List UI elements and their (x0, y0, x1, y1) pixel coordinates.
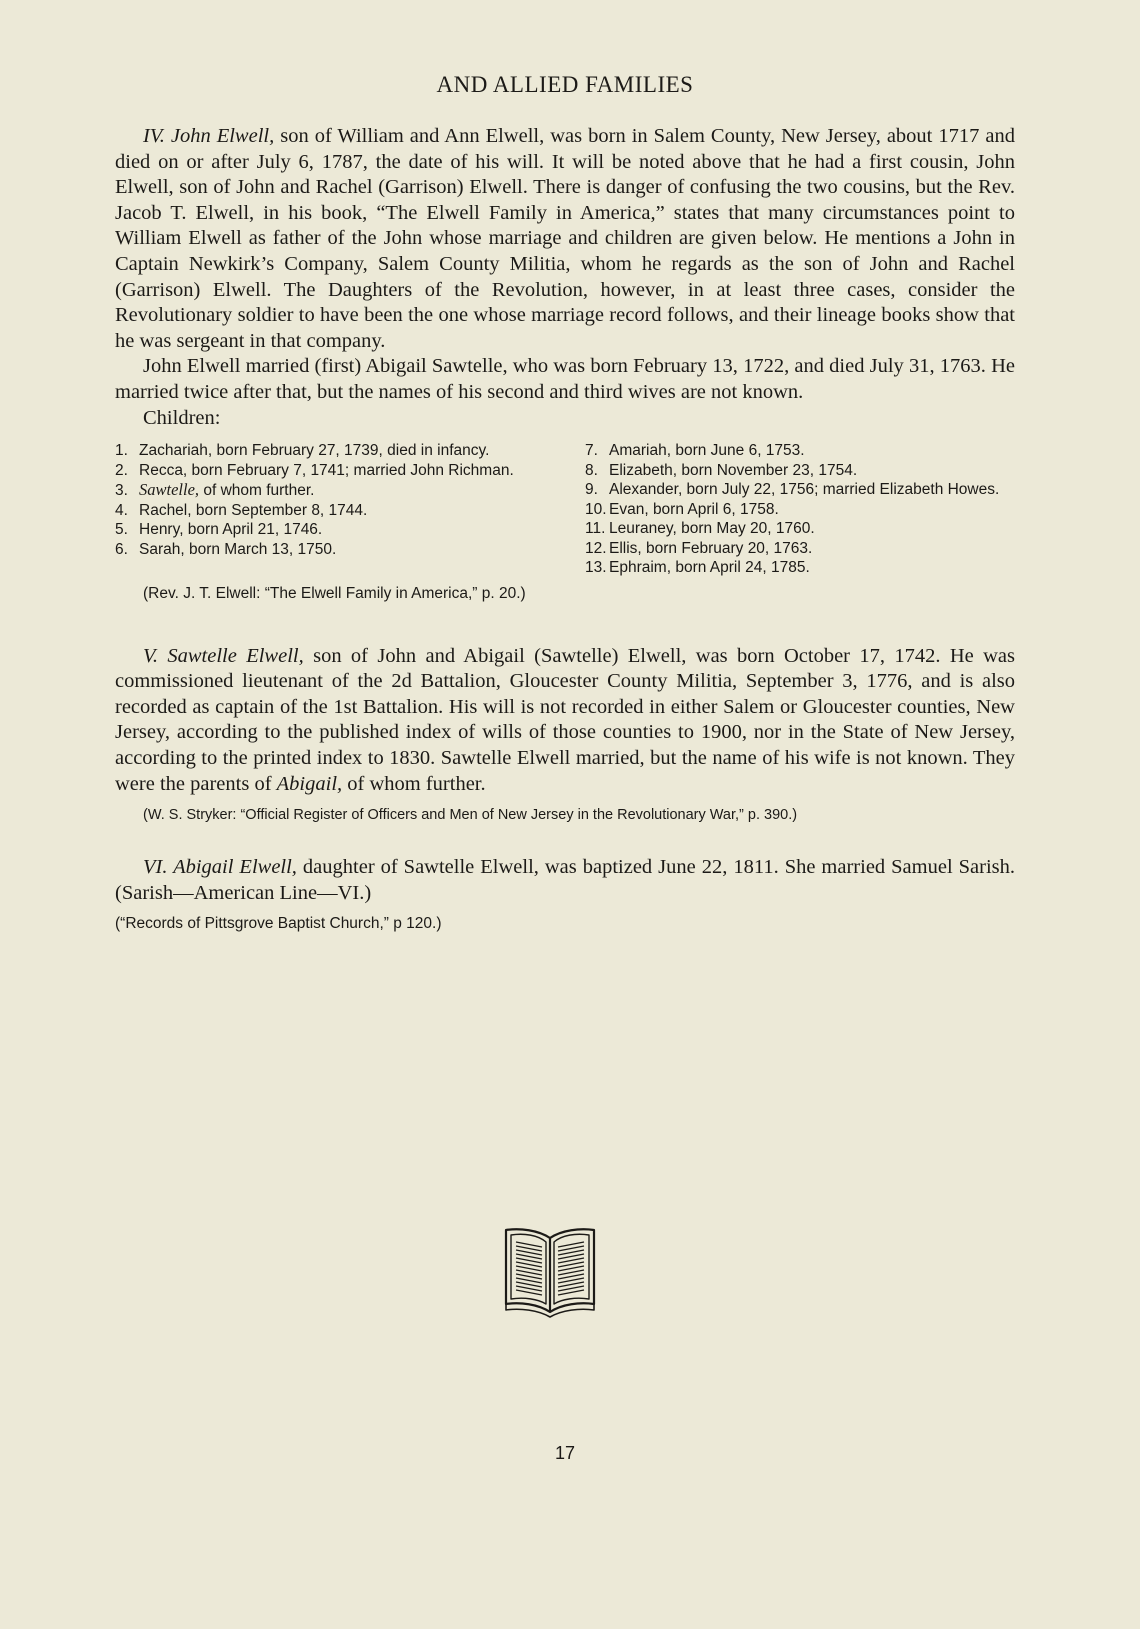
section-v-italic-name: Abigail, (276, 772, 343, 795)
list-item (115, 520, 545, 540)
list-item-text: Evan, born April 6, 1758. (609, 500, 779, 518)
section-v-citation: (W. S. Stryker: “Official Register of Officers and Men of New Jersey in the Revolutionary War,” p. 390.) (143, 807, 798, 824)
list-item-number: 4. (115, 501, 128, 519)
section-v-lead: V. Sawtelle Elwell, (143, 644, 304, 667)
list-item (115, 501, 545, 521)
list-item-text: Elizabeth, born November 23, 1754. (609, 461, 858, 479)
list-item (585, 558, 1015, 578)
section-iv-paragraph (115, 124, 1015, 354)
list-item (585, 461, 1015, 481)
list-item-number: 8. (585, 461, 598, 479)
list-item (115, 540, 545, 560)
document-page (115, 0, 1015, 1629)
list-item-text: of whom further. (199, 482, 315, 500)
list-item-number: 9. (585, 481, 598, 499)
list-item-text: Amariah, born June 6, 1753. (609, 442, 805, 460)
list-item (585, 519, 1015, 539)
list-item-text: Sarah, born March 13, 1750. (139, 540, 337, 558)
children-column-right (585, 441, 1015, 578)
list-item-text: Leuraney, born May 20, 1760. (609, 520, 815, 538)
section-v-paragraph (115, 644, 1015, 798)
list-item (115, 441, 545, 461)
section-v-text-end: of whom further. (342, 772, 486, 795)
list-item (585, 480, 1015, 500)
list-item (115, 480, 545, 501)
list-item-number: 6. (115, 540, 128, 558)
list-item-number: 10. (585, 500, 607, 518)
list-item-text: Ellis, born February 20, 1763. (609, 539, 813, 557)
section-vi-citation: (“Records of Pittsgrove Baptist Church,” p 120.) (115, 915, 442, 933)
list-item-italic-name: Sawtelle, (139, 480, 200, 500)
list-item-number: 1. (115, 442, 128, 460)
list-item (585, 539, 1015, 559)
list-item-number: 13. (585, 559, 607, 577)
list-item-number: 12. (585, 539, 607, 557)
section-iv-citation: (Rev. J. T. Elwell: “The Elwell Family in America,” p. 20.) (143, 584, 526, 602)
marriage-paragraph: John Elwell married (first) Abigail Sawtelle, who was born February 13, 1722, and died July 31, 1763. He married twice after that, but the names of his second and third wives are not known. (115, 355, 1015, 403)
running-title: AND ALLIED FAMILIES (436, 72, 694, 97)
list-item-text: Alexander, born July 22, 1756; married Elizabeth Howes. (609, 481, 1000, 499)
list-item-number: 11. (585, 520, 606, 538)
section-iv-lead: IV. John Elwell, (143, 125, 275, 147)
children-label: Children: (143, 406, 221, 429)
list-item-number: 5. (115, 521, 128, 539)
page-number: 17 (554, 1443, 576, 1463)
children-list (115, 441, 1015, 578)
list-item (585, 441, 1015, 461)
list-item-number: 2. (115, 461, 128, 479)
list-item (585, 500, 1015, 520)
children-column-left (115, 441, 545, 578)
open-book-icon (500, 1218, 600, 1318)
list-item-number: 7. (585, 442, 598, 460)
list-item-text: Recca, born February 7, 1741; married John Richman. (139, 461, 514, 479)
list-item-text: Henry, born April 21, 1746. (139, 521, 323, 539)
list-item (115, 461, 545, 481)
list-item-text: Rachel, born September 8, 1744. (139, 501, 368, 519)
section-vi-text: daughter of Sawtelle Elwell, was baptized June 22, 1811. She married Samuel Sarish. (Sarish—American Line—VI.) (115, 856, 1015, 904)
section-v-text: son of John and Abigail (Sawtelle) Elwell, was born October 17, 1742. He was commissioned lieutenant of the 2d Battalion, Gloucester County Militia, September 3, 1776, and is also recorded as captain of the 1st Battalion. His will is not recorded in either Salem or Gloucester counties, New Jersey, according to the published index of wills of those counties to 1900, nor in the State of New Jersey, according to the printed index to 1830. Sawtelle Elwell married, but the name of his wife is not known. They were the parents of (115, 644, 1016, 795)
list-item-text: Zachariah, born February 27, 1739, died in infancy. (139, 442, 490, 460)
body-text (115, 124, 1015, 934)
list-item-number: 3. (115, 482, 128, 500)
section-vi-paragraph (115, 855, 1015, 906)
section-iv-text: son of William and Ann Elwell, was born in Salem County, New Jersey, about 1717 and died on or after July 6, 1787, the date of his will. It will be noted above that he had a first cousin, John Elwell, son of John and Rachel (Garrison) Elwell. There is danger of confusing the two cousins, but the Rev. Jacob T. Elwell, in his book, “The Elwell Family in America,” states that many circumstances point to William Elwell as father of the John whose marriage and children are given below. He mentions a John in Captain Newkirk’s Company, Salem County Militia, whom he regards as the son of John and Rachel (Garrison) Elwell. The Daughters of the Revolution, however, in at least three cases, consider the Revolutionary soldier to have been the one whose marriage record follows, and their lineage books show that he was sergeant in that company. (115, 125, 1016, 352)
list-item-text: Ephraim, born April 24, 1785. (609, 559, 810, 577)
section-vi-lead: VI. Abigail Elwell, (143, 856, 297, 879)
